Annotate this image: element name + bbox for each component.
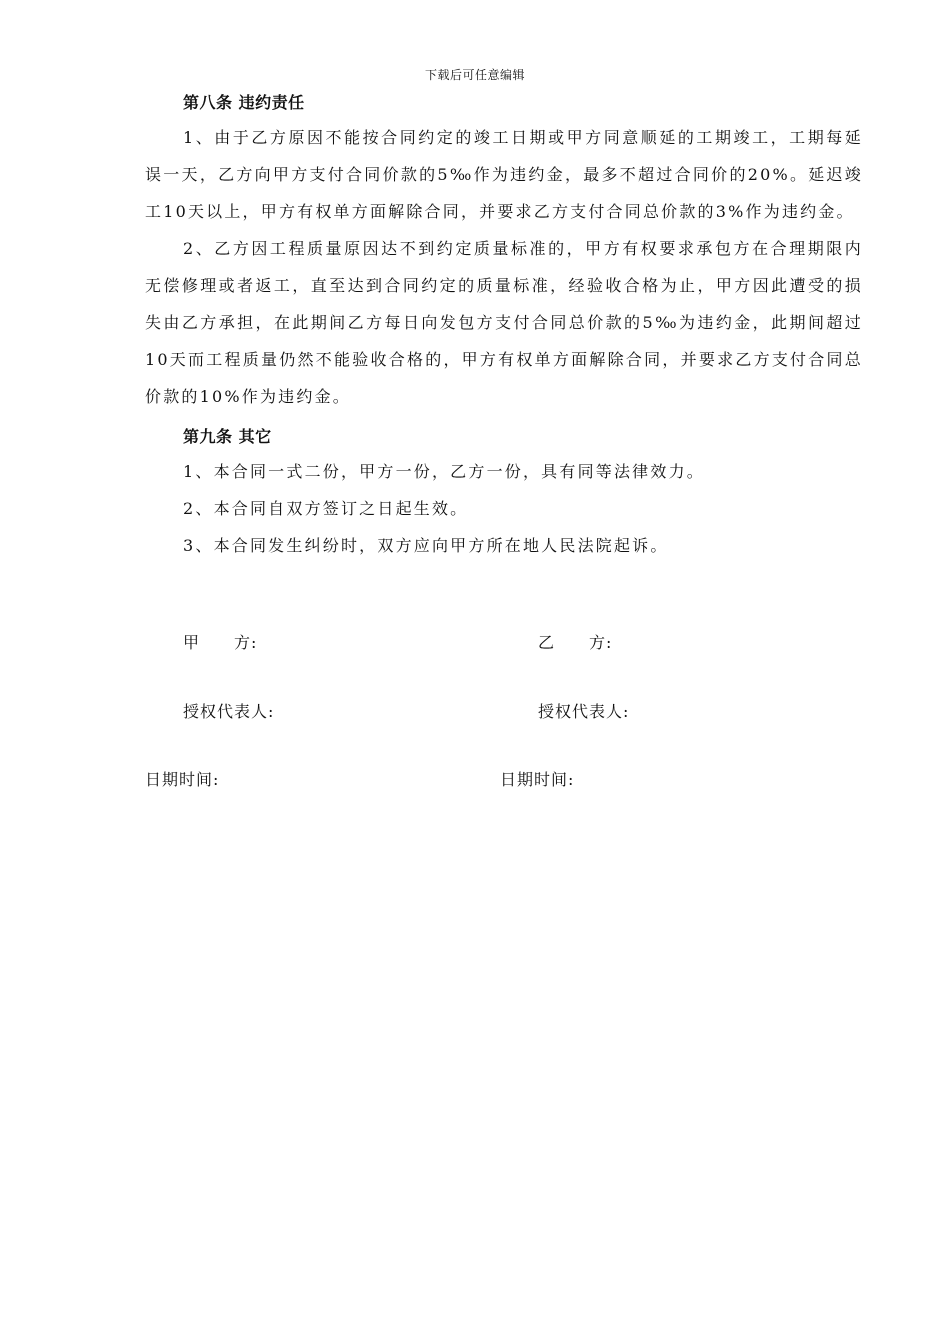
party-a-representative-label: 授权代表人: [183,702,275,721]
party-a-date-label: 日期时间: [145,770,220,789]
article-8-clause-2: 2、乙方因工程质量原因达不到约定质量标准的，甲方有权要求承包方在合理期限内无偿修理或者返工，直至达到合同约定的质量标准，经验收合格为止，甲方因此遭受的损失由乙方承担，在此期间乙方每日向发包方支付合同总价款的5‰为违约金，此期间超过10天而工程质量仍然不能验收合格的，甲方有权单方面解除合同，并要求乙方支付合同总价款的10%作为违约金。 [145,239,863,406]
article-8-heading: 第八条 违约责任 [183,93,305,112]
article-9-clause-3: 3、本合同发生纠纷时，双方应向甲方所在地人民法院起诉。 [183,536,669,555]
party-a-label: 甲 方: [183,633,258,652]
article-9-clause-1: 1、本合同一式二份，甲方一份，乙方一份，具有同等法律效力。 [183,462,705,481]
header-note: 下载后可任意编辑 [424,68,525,82]
party-b-label: 乙 方: [538,633,613,652]
party-b-representative-label: 授权代表人: [538,702,630,721]
party-b-date-label: 日期时间: [500,770,575,789]
article-9-clause-2: 2、本合同自双方签订之日起生效。 [183,499,469,518]
contract-body [145,91,863,564]
article-9-heading: 第九条 其它 [183,427,272,446]
article-8-clause-1: 1、由于乙方原因不能按合同约定的竣工日期或甲方同意顺延的工期竣工，工期每延误一天，乙方向甲方支付合同价款的5‰作为违约金，最多不超过合同价的20%。延迟竣工10天以上，甲方有权单方面解除合同，并要求乙方支付合同总价款的3%作为违约金。 [145,128,863,221]
